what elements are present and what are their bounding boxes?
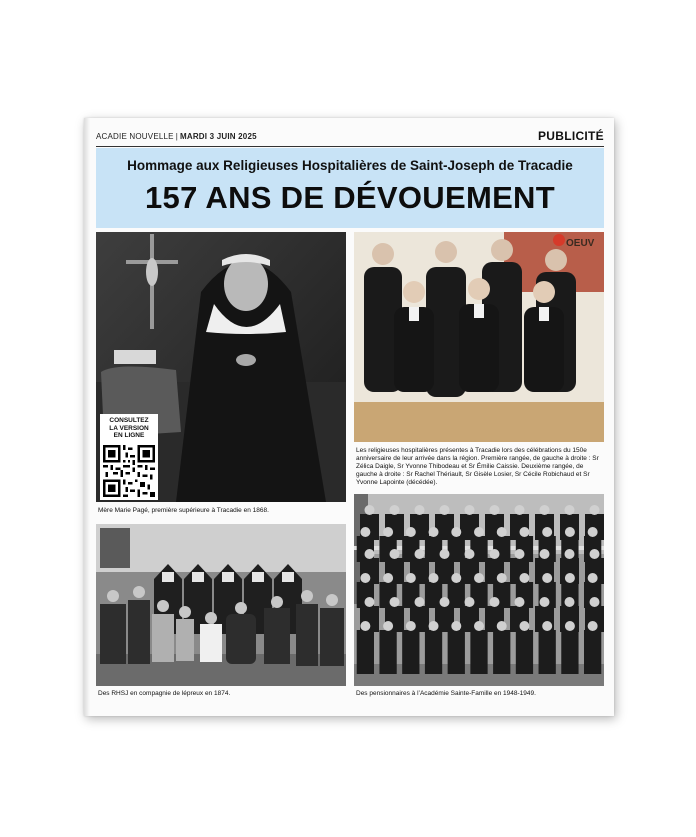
boarder-face bbox=[588, 527, 598, 537]
boarders-caption: Des pensionnaires à l’Académie Sainte-Famille en 1948-1949. bbox=[356, 690, 536, 697]
boarder-face bbox=[474, 621, 484, 631]
boarder-figure bbox=[425, 630, 442, 674]
boarder-figure bbox=[516, 630, 533, 674]
boarder-face bbox=[515, 549, 525, 559]
boarder-face bbox=[440, 549, 450, 559]
boarder-face bbox=[365, 597, 375, 607]
boarder-face bbox=[429, 573, 439, 583]
qr-code-icon[interactable] bbox=[103, 445, 155, 497]
boarder-face bbox=[383, 621, 393, 631]
lepers-photo-1874 bbox=[96, 524, 346, 686]
boarder-figure bbox=[425, 582, 442, 608]
boarder-face bbox=[490, 505, 500, 515]
masthead-separator: | bbox=[175, 132, 178, 141]
boarder-face bbox=[440, 505, 450, 515]
wall-sign-text: OEUV bbox=[566, 238, 595, 249]
boarder-figure bbox=[379, 630, 396, 674]
boarder-face bbox=[490, 549, 500, 559]
boarder-face bbox=[383, 573, 393, 583]
boarder-face bbox=[588, 573, 598, 583]
boarder-face bbox=[451, 621, 461, 631]
page-fold-shadow bbox=[84, 118, 90, 716]
boarder-face bbox=[590, 549, 600, 559]
qr-code-panel[interactable] bbox=[100, 414, 158, 500]
boarder-face bbox=[542, 573, 552, 583]
boarder-face bbox=[497, 621, 507, 631]
boarder-face bbox=[542, 527, 552, 537]
boarder-figure bbox=[448, 582, 465, 608]
qr-label-line2: LA VERSION bbox=[109, 424, 149, 432]
boarder-face bbox=[540, 505, 550, 515]
boarder-face bbox=[565, 527, 575, 537]
qr-label bbox=[100, 417, 158, 440]
boarder-face bbox=[360, 621, 370, 631]
boarder-face bbox=[474, 573, 484, 583]
boarder-face bbox=[497, 527, 507, 537]
boarder-figure bbox=[357, 630, 374, 674]
publication-name: ACADIE NOUVELLE bbox=[96, 132, 174, 141]
boarder-face bbox=[542, 621, 552, 631]
boarder-face bbox=[540, 549, 550, 559]
lepers-caption: Des RHSJ en compagnie de lépreux en 1874. bbox=[98, 690, 231, 697]
boarder-face bbox=[565, 505, 575, 515]
group-photo-2025 bbox=[354, 232, 604, 442]
boarder-face bbox=[490, 597, 500, 607]
boarder-face bbox=[415, 549, 425, 559]
boarder-face bbox=[515, 597, 525, 607]
boarder-figure bbox=[448, 630, 465, 674]
qr-label-line1: CONSULTEZ bbox=[109, 417, 149, 424]
boarder-face bbox=[590, 597, 600, 607]
boarder-face bbox=[565, 573, 575, 583]
lepers-illustration bbox=[96, 524, 346, 686]
boarder-face bbox=[451, 527, 461, 537]
boarder-face bbox=[451, 573, 461, 583]
boarder-face bbox=[440, 597, 450, 607]
boarder-face bbox=[390, 505, 400, 515]
boarder-face bbox=[365, 505, 375, 515]
boarder-figure bbox=[470, 630, 487, 674]
masthead bbox=[96, 128, 604, 147]
boarder-face bbox=[390, 549, 400, 559]
publication-date: MARDI 3 JUIN 2025 bbox=[179, 132, 257, 141]
boarder-figure bbox=[561, 630, 578, 674]
kicker-title: Hommage aux Religieuses Hospitalières de Saint-Joseph de Tracadie bbox=[127, 158, 573, 173]
boarder-face bbox=[465, 597, 475, 607]
boarder-face bbox=[406, 527, 416, 537]
boarder-face bbox=[497, 573, 507, 583]
boarder-face bbox=[519, 573, 529, 583]
boarder-face bbox=[565, 597, 575, 607]
qr-label-line3: EN LIGNE bbox=[113, 432, 145, 439]
boarder-face bbox=[519, 621, 529, 631]
group-2025-caption: Les religieuses hospitalières présentes à Tracadie lors des célébrations du 150e anniversaire de leur arrivée dans la région. Première rangée, de gauche à droite : Sr Zélica Daigle, Sr Yvonne Thibodeau et Sr Émilie Caissie. Deuxième rangée, de gauche à droite : Sr Rachel Thériault, Sr Gisèle Losier, Sr Cécile Robichaud et Sr Yvonne Lapointe (décédée). bbox=[356, 447, 599, 486]
boarder-face bbox=[474, 527, 484, 537]
boarder-face bbox=[383, 527, 393, 537]
boarder-face bbox=[565, 549, 575, 559]
group-2025-illustration bbox=[354, 232, 604, 442]
boarder-face bbox=[590, 505, 600, 515]
boarder-face bbox=[515, 505, 525, 515]
masthead-publication-line bbox=[96, 132, 257, 141]
boarder-face bbox=[429, 527, 439, 537]
headline: 157 ANS DE DÉVOUEMENT bbox=[145, 180, 555, 215]
section-label: PUBLICITÉ bbox=[537, 129, 604, 143]
boarder-face bbox=[360, 573, 370, 583]
boarder-face bbox=[360, 527, 370, 537]
boarder-face bbox=[365, 549, 375, 559]
boarder-figure bbox=[493, 630, 510, 674]
boarder-face bbox=[540, 597, 550, 607]
boarder-figure bbox=[402, 630, 419, 674]
boarder-face bbox=[406, 621, 416, 631]
portrait-caption: Mère Marie Pagé, première supérieure à Tracadie en 1868. bbox=[98, 507, 269, 514]
boarder-figure bbox=[584, 630, 601, 674]
boarder-face bbox=[565, 621, 575, 631]
boarder-face bbox=[406, 573, 416, 583]
boarder-face bbox=[465, 505, 475, 515]
boarder-face bbox=[588, 621, 598, 631]
boarder-face bbox=[390, 597, 400, 607]
boarders-illustration bbox=[354, 494, 604, 686]
boarder-figure bbox=[539, 630, 556, 674]
boarder-face bbox=[429, 621, 439, 631]
boarder-face bbox=[519, 527, 529, 537]
boarder-face bbox=[465, 549, 475, 559]
boarder-face bbox=[415, 597, 425, 607]
title-box bbox=[96, 148, 604, 228]
boarders-photo-1948 bbox=[354, 494, 604, 686]
boarder-face bbox=[415, 505, 425, 515]
